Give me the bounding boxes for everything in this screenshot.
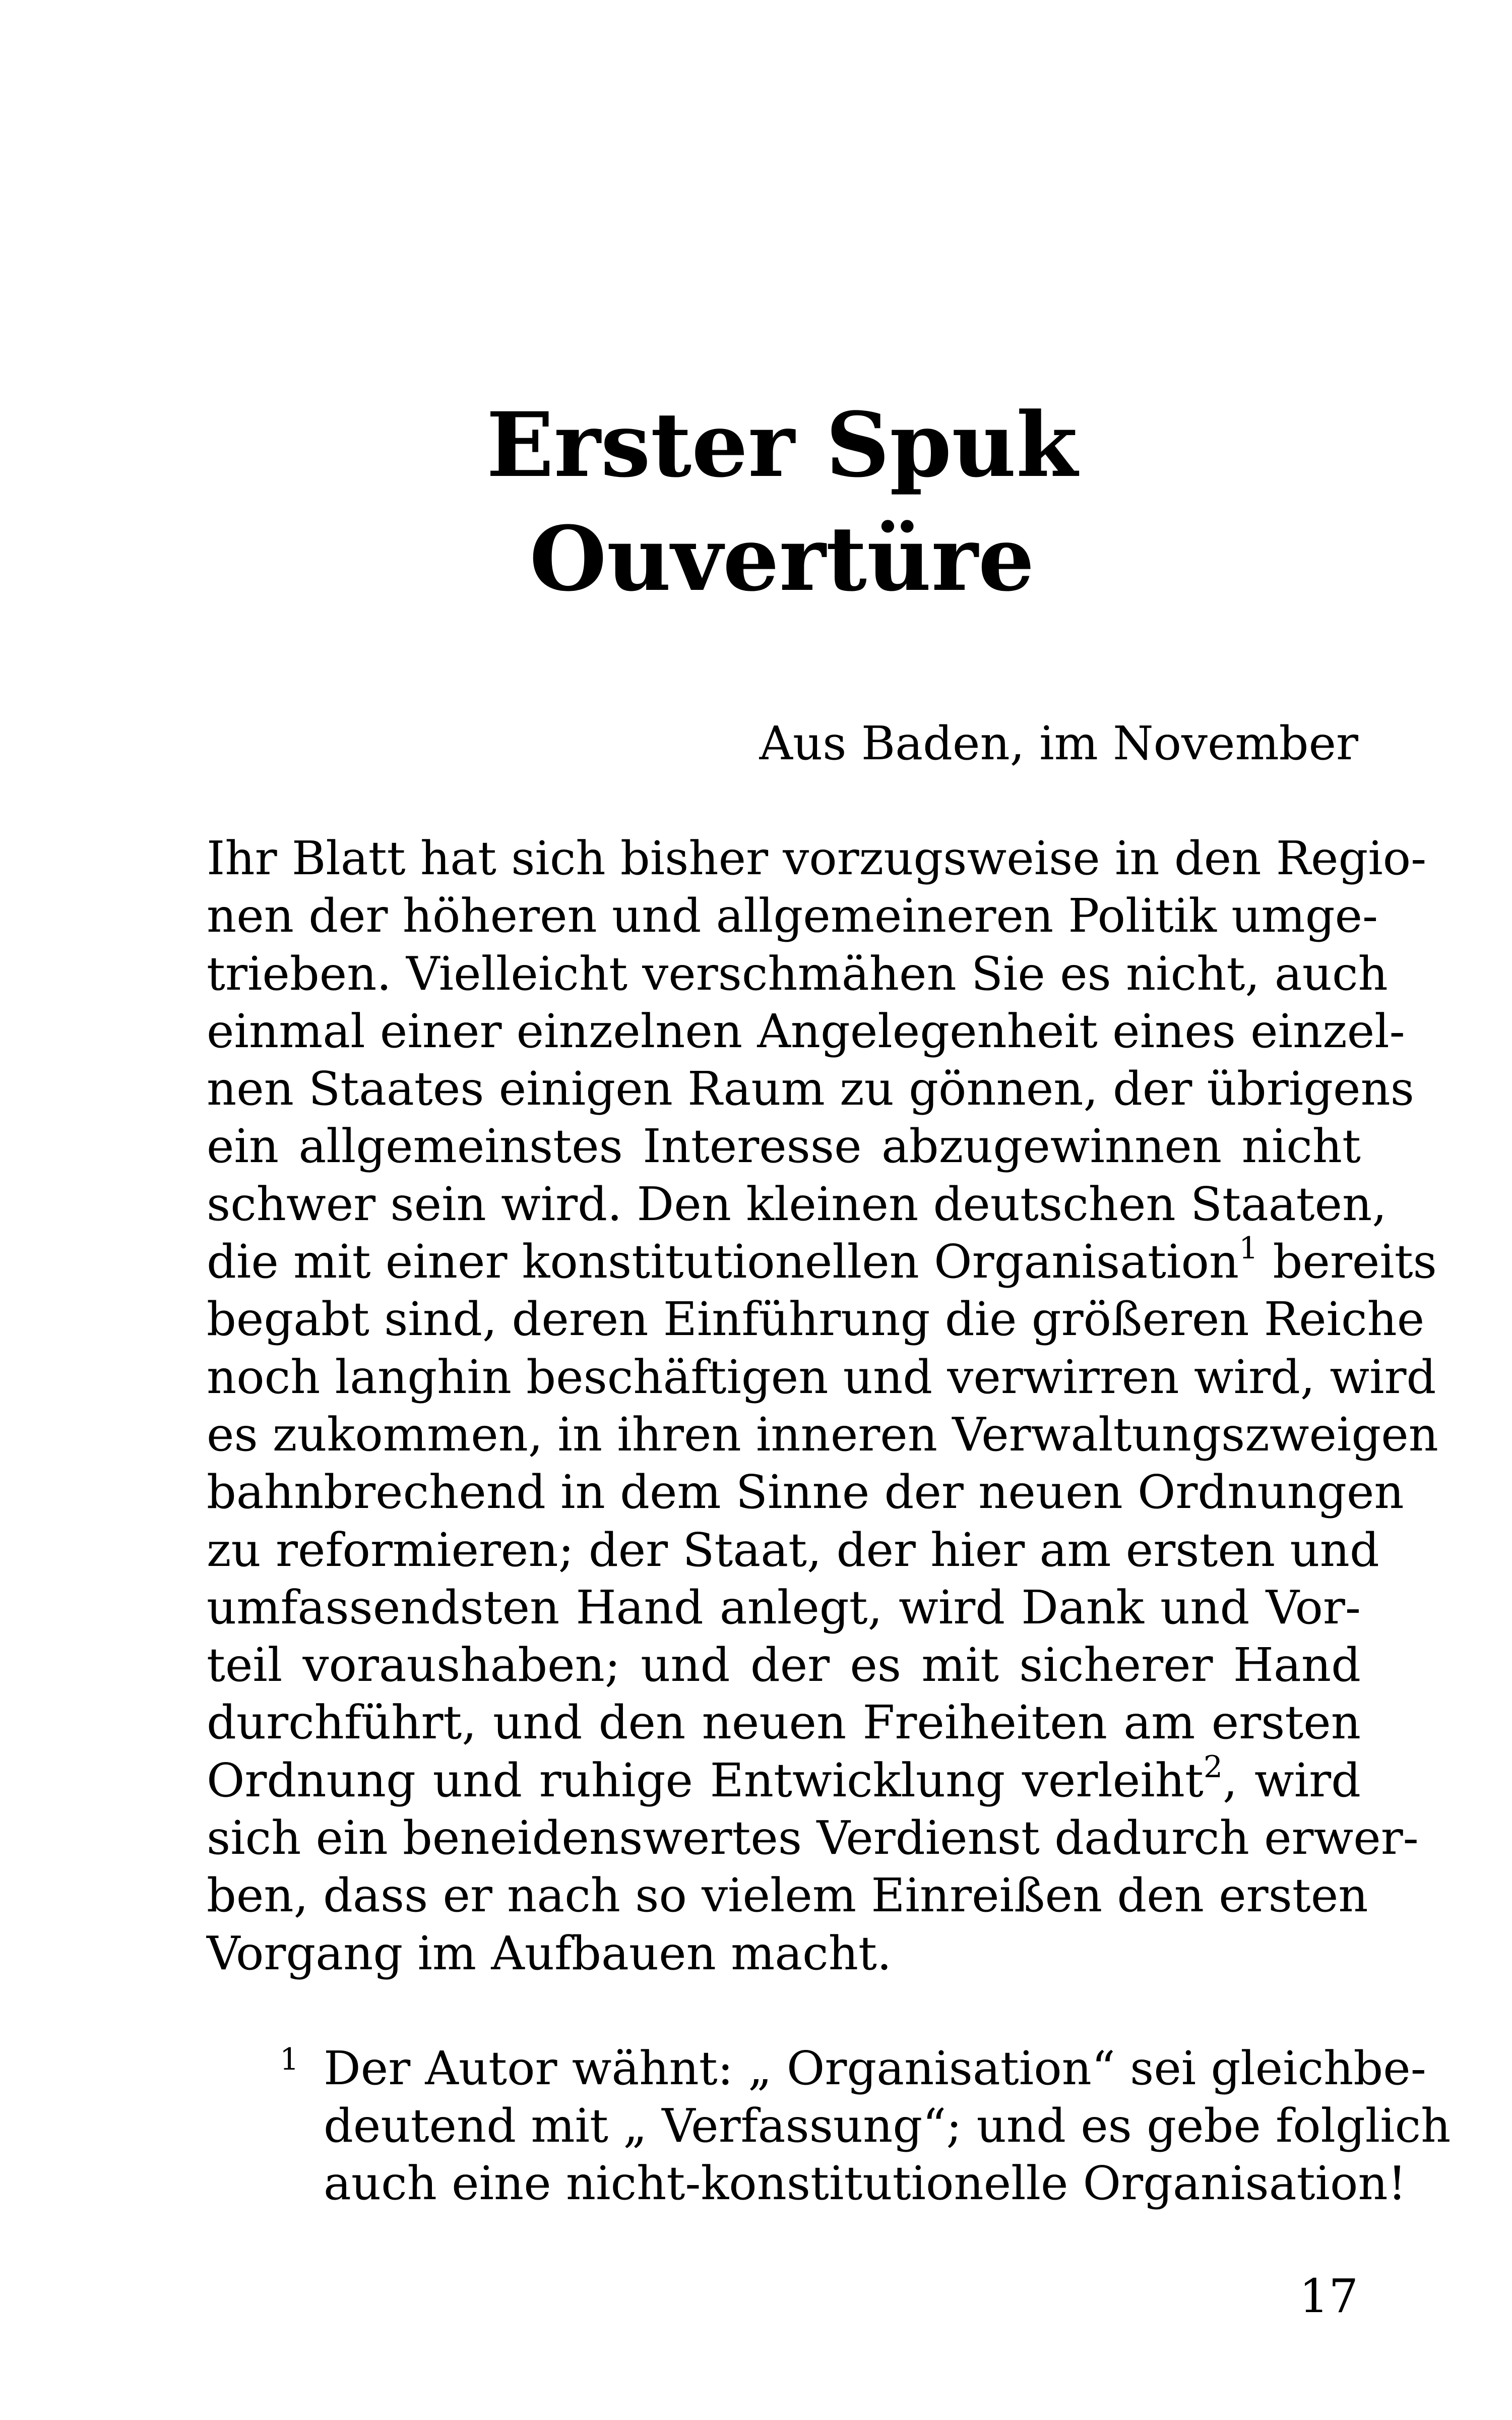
body-line: es zukommen, in ihren inneren Verwaltungszweigen bbox=[207, 1407, 1438, 1462]
footnote-line: auch eine nicht-konstitutionelle Organisation! bbox=[324, 2156, 1407, 2210]
body-line: bahnbrechend in dem Sinne der neuen Ordnungen bbox=[207, 1465, 1404, 1520]
body-line: schwer sein wird. Den kleinen deutschen Staaten, bbox=[207, 1177, 1387, 1231]
footnote bbox=[324, 2040, 1451, 2212]
chapter-title-line-2: Ouvertüre bbox=[529, 507, 1035, 611]
footnote-marker: 1 bbox=[280, 2042, 299, 2077]
body-line: ben, dass er nach so vielem Einreißen den ersten bbox=[207, 1868, 1368, 1923]
dateline: Aus Baden, im November bbox=[759, 716, 1358, 770]
body-line-text: Ordnung und ruhige Entwicklung verleiht bbox=[207, 1753, 1204, 1807]
body-line: noch langhin beschäftigen und verwirren wird, wird bbox=[207, 1350, 1436, 1404]
footnote-reference-2: 2 bbox=[1203, 1749, 1223, 1785]
footnote-line: deutend mit „ Verfassung“; und es gebe folglich bbox=[324, 2099, 1451, 2153]
body-line: einmal einer einzelnen Angelegenheit eines einzel- bbox=[207, 1004, 1405, 1058]
body-line: durchführt, und den neuen Freiheiten am ersten bbox=[207, 1696, 1361, 1750]
body-line: begabt sind, deren Einführung die größeren Reiche bbox=[207, 1292, 1425, 1347]
body-line: Ihr Blatt hat sich bisher vorzugsweise in den Regio- bbox=[207, 831, 1427, 885]
body-line bbox=[207, 1749, 1361, 1809]
chapter-title bbox=[0, 388, 1512, 616]
body-line: teil voraushaben; und der es mit sicherer Hand bbox=[207, 1638, 1361, 1692]
body-line: nen der höheren und allgemeineren Politik umge- bbox=[207, 889, 1378, 943]
body-line: ein allgemeinstes Interesse abzugewinnen nicht bbox=[207, 1119, 1361, 1174]
body-paragraph bbox=[207, 830, 1438, 1982]
page-number: 17 bbox=[1299, 2269, 1358, 2323]
body-line: Vorgang im Aufbauen macht. bbox=[207, 1926, 892, 1980]
body-line: nen Staates einigen Raum zu gönnen, der übrigens bbox=[207, 1062, 1414, 1116]
body-line: zu reformieren; der Staat, der hier am ersten und bbox=[207, 1523, 1379, 1577]
footnote-line: Der Autor wähnt: „ Organisation“ sei gleichbe- bbox=[324, 2041, 1426, 2095]
body-line: trieben. Vielleicht verschmähen Sie es nicht, auch bbox=[207, 946, 1388, 1001]
body-line: umfassendsten Hand anlegt, wird Dank und Vor- bbox=[207, 1580, 1361, 1635]
body-line-text: bereits bbox=[1258, 1235, 1437, 1289]
body-line: sich ein beneidenswertes Verdienst dadurch erwer- bbox=[207, 1811, 1419, 1865]
footnote-reference-1: 1 bbox=[1239, 1231, 1258, 1266]
body-line bbox=[207, 1231, 1437, 1291]
body-line-text: die mit einer konstitutionellen Organisation bbox=[207, 1235, 1239, 1289]
chapter-title-line-1: Erster Spuk bbox=[486, 393, 1078, 497]
body-line-text: , wird bbox=[1223, 1753, 1361, 1807]
